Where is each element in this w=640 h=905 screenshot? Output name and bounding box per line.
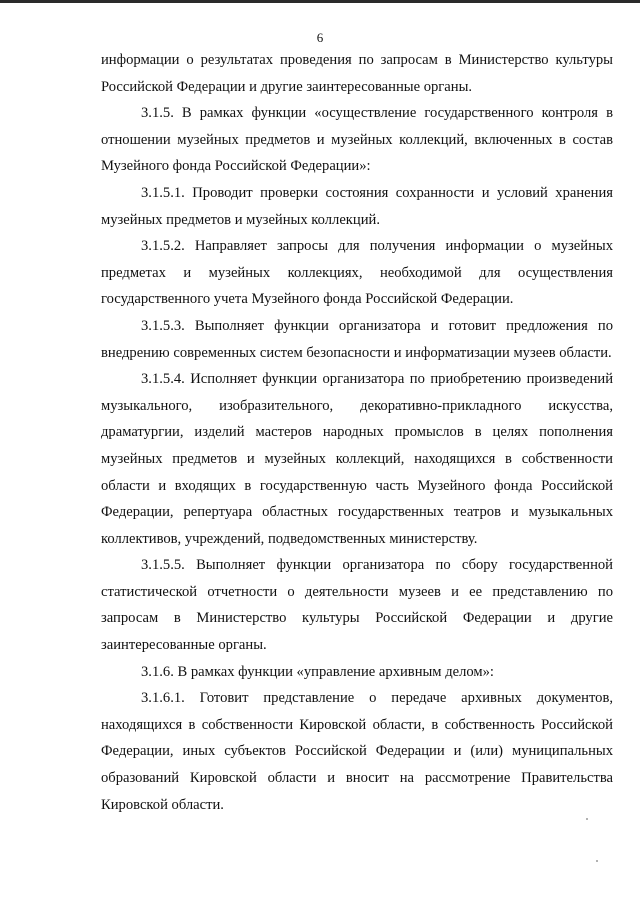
scan-speck <box>596 860 598 862</box>
paragraph-3-1-5: 3.1.5. В рамках функции «осуществление государственного контроля в отношении музейных предметов и музейных коллекций, включенных в состав Музейного фонда Российской Федерации»: <box>101 105 613 175</box>
paragraph-3-1-5-1: 3.1.5.1. Проводит проверки состояния сохранности и условий хранения музейных предметов и музейных коллекций. <box>101 184 613 228</box>
scan-speck <box>586 818 588 820</box>
page-number: 6 <box>316 30 324 45</box>
paragraph-3-1-6-1: 3.1.6.1. Готовит представление о передаче архивных документов, находящихся в собственности Кировской области, в собственность Российской Федерации, иных субъектов Российской Федерации и (или) муниципальных образований Кировской области и вносит на рассмотрение Правительства Кировской области. <box>101 690 613 813</box>
paragraph-3-1-5-5: 3.1.5.5. Выполняет функции организатора по сбору государственной статистической отчетности о деятельности музеев и ее представлению по запросам в Министерство культуры Российской Федерации и другие заинтересованные органы. <box>101 557 613 654</box>
paragraph-3-1-6: 3.1.6. В рамках функции «управление архивным делом»: <box>141 663 494 680</box>
paragraph-3-1-5-4: 3.1.5.4. Исполняет функции организатора по приобретению произведений музыкального, изобразительного, декоративно-прикладного искусства, драматургии, изделий мастеров народных промыслов в целях пополнения музейных предметов и музейных коллекций, находящихся в собственности области и входящих в государственную часть Музейного фонда Российской Федерации, репертуара областных государственных театров и музыкальных коллективов, учреждений, подведомственных министерству. <box>101 371 613 547</box>
paragraph-3-1-5-2: 3.1.5.2. Направляет запросы для получения информации о музейных предметах и музейных коллекциях, необходимой для осуществления государственного учета Музейного фонда Российской Федерации. <box>101 238 613 308</box>
paragraph-3-1-5-3: 3.1.5.3. Выполняет функции организатора и готовит предложения по внедрению современных систем безопасности и информатизации музеев области. <box>101 317 613 361</box>
document-body <box>101 47 613 818</box>
scan-top-edge <box>0 0 640 3</box>
paragraph-continuation: информации о результатах проведения по запросам в Министерство культуры Российской Федерации и другие заинтересованные органы. <box>101 52 613 95</box>
